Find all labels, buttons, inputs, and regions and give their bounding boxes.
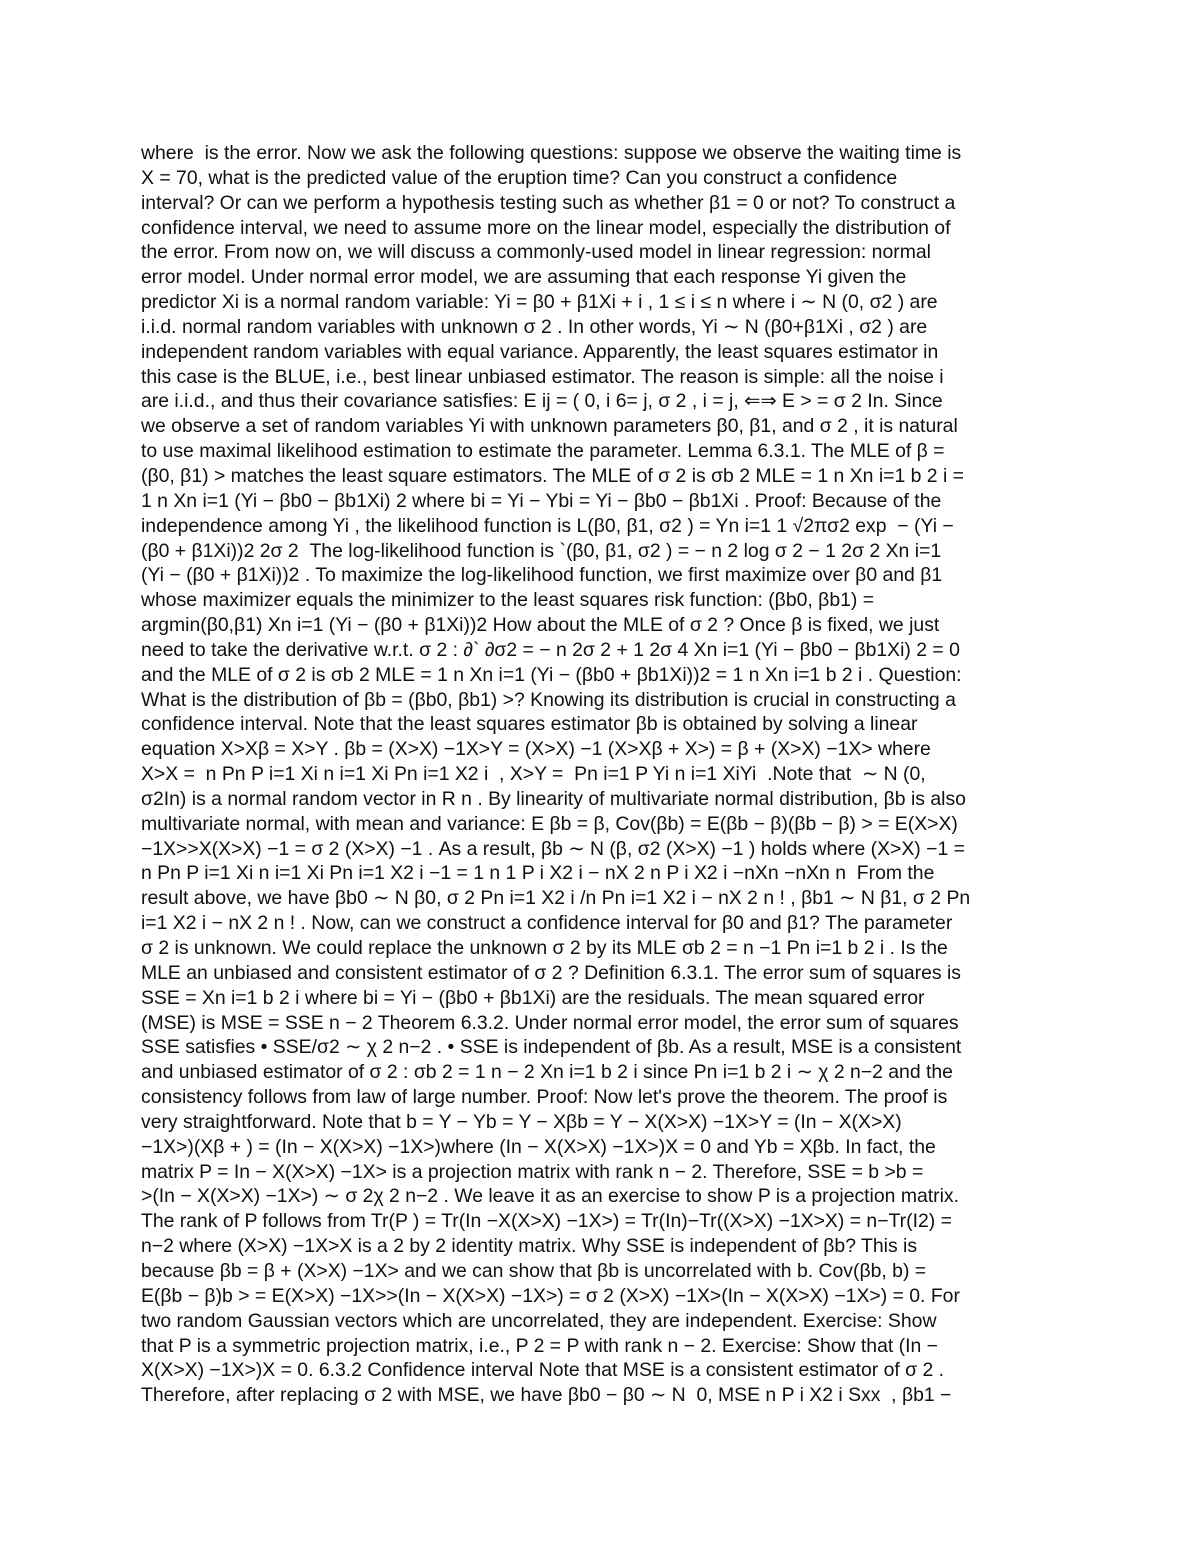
text-line: SSE = Xn i=1 b 2 i where bi = Yi − (βb0 + βb1Xi) are the residuals. The mean squared error — [141, 986, 925, 1009]
text-line: because βb = β + (X>X) −1X> and we can show that βb is uncorrelated with b. Cov(βb, b) = — [141, 1259, 927, 1282]
text-line: independent random variables with equal variance. Apparently, the least squares estimator in — [141, 340, 939, 363]
text-line: very straightforward. Note that b = Y − Yb = Y − Xβb = Y − X(X>X) −1X>Y = (In − X(X>X) — [141, 1110, 902, 1133]
text-line: What is the distribution of βb = (βb0, βb1) >? Knowing its distribution is crucial in constructing a — [141, 688, 956, 711]
text-line: σ2In) is a normal random vector in R n . By linearity of multivariate normal distribution, βb is also — [141, 787, 966, 810]
text-line: to use maximal likelihood estimation to estimate the parameter. Lemma 6.3.1. The MLE of β = — [141, 440, 945, 463]
text-line: two random Gaussian vectors which are uncorrelated, they are independent. Exercise: Show — [141, 1309, 937, 1332]
text-line: that P is a symmetric projection matrix, i.e., P 2 = P with rank n − 2. Exercise: Show that (In − — [141, 1334, 938, 1357]
text-line: n−2 where (X>X) −1X>X is a 2 by 2 identity matrix. Why SSE is independent of βb? This is — [141, 1235, 918, 1258]
text-line: X = 70, what is the predicted value of the eruption time? Can you construct a confidence — [141, 166, 898, 189]
text-line: whose maximizer equals the minimizer to the least squares risk function: (βb0, βb1) = — [141, 589, 875, 612]
text-line: and the MLE of σ 2 is σb 2 MLE = 1 n Xn i=1 (Yi − (βb0 + βb1Xi))2 = 1 n Xn i=1 b 2 i . Question: — [141, 663, 962, 686]
text-line: confidence interval. Note that the least squares estimator βb is obtained by solving a linear — [141, 713, 918, 736]
text-line: Therefore, after replacing σ 2 with MSE, we have βb0 − β0 ∼ N 0, MSE n P i X2 i Sxx , βb1 − — [141, 1384, 952, 1407]
text-line: interval? Or can we perform a hypothesis testing such as whether β1 = 0 or not? To construct a — [141, 191, 956, 214]
text-line: MLE an unbiased and consistent estimator of σ 2 ? Definition 6.3.1. The error sum of squares is — [141, 961, 961, 984]
text-line: need to take the derivative w.r.t. σ 2 : ∂` ∂σ2 = − n 2σ 2 + 1 2σ 4 Xn i=1 (Yi − βb0 − βb1Xi) 2 = 0 — [141, 638, 960, 661]
text-line: >(In − X(X>X) −1X>) ∼ σ 2χ 2 n−2 . We leave it as an exercise to show P is a projection matrix. — [141, 1185, 959, 1208]
text-line: and unbiased estimator of σ 2 : σb 2 = 1 n − 2 Xn i=1 b 2 i since Pn i=1 b 2 i ∼ χ 2 n−2 and the — [141, 1061, 953, 1084]
text-line: this case is the BLUE, i.e., best linear unbiased estimator. The reason is simple: all the noise i — [141, 365, 944, 388]
text-line: σ 2 is unknown. We could replace the unknown σ 2 by its MLE σb 2 = n −1 Pn i=1 b 2 i . Is the — [141, 937, 948, 959]
text-line: −1X>>X(X>X) −1 = σ 2 (X>X) −1 . As a result, βb ∼ N (β, σ2 (X>X) −1 ) holds where (X>X) −1 = — [141, 837, 965, 860]
text-line: error model. Under normal error model, we are assuming that each response Yi given the — [141, 266, 907, 289]
text-line: matrix P = In − X(X>X) −1X> is a projection matrix with rank n − 2. Therefore, SSE = b >b = — [141, 1160, 924, 1183]
text-line: i.i.d. normal random variables with unknown σ 2 . In other words, Yi ∼ N (β0+β1Xi , σ2 ) are — [141, 315, 928, 338]
text-line: consistency follows from law of large number. Proof: Now let's prove the theorem. The proof is — [141, 1086, 948, 1109]
body-text — [141, 141, 1061, 1408]
text-line: The rank of P follows from Tr(P ) = Tr(In −X(X>X) −1X>) = Tr(In)−Tr((X>X) −1X>X) = n−Tr(I2) = — [141, 1210, 952, 1233]
text-line: confidence interval, we need to assume more on the linear model, especially the distribution of — [141, 216, 951, 239]
text-line: 1 n Xn i=1 (Yi − βb0 − βb1Xi) 2 where bi = Yi − Ybi = Yi − βb0 − βb1Xi . Proof: Because of the — [141, 489, 942, 512]
text-line: result above, we have βb0 ∼ N β0, σ 2 Pn i=1 X2 i /n Pn i=1 X2 i − nX 2 n ! , βb1 ∼ N β1, σ 2 Pn — [141, 887, 971, 910]
text-line: equation X>Xβ = X>Y . βb = (X>X) −1X>Y = (X>X) −1 (X>Xβ + X>) = β + (X>X) −1X> where — [141, 738, 931, 761]
text-line: (β0, β1) > matches the least square estimators. The MLE of σ 2 is σb 2 MLE = 1 n Xn i=1 b 2 i = — [141, 464, 964, 487]
text-line: (Yi − (β0 + β1Xi))2 . To maximize the log-likelihood function, we first maximize over β0 and β1 — [141, 564, 943, 587]
text-line: the error. From now on, we will discuss a commonly-used model in linear regression: normal — [141, 241, 931, 264]
text-line: multivariate normal, with mean and variance: E βb = β, Cov(βb) = E(βb − β)(βb − β) > = E(X>X) — [141, 812, 958, 835]
text-line: E(βb − β)b > = E(X>X) −1X>>(In − X(X>X) −1X>) = σ 2 (X>X) −1X>(In − X(X>X) −1X>) = 0. For — [141, 1284, 960, 1307]
text-line: where is the error. Now we ask the following questions: suppose we observe the waiting time is — [141, 142, 962, 164]
text-line: argmin(β0,β1) Xn i=1 (Yi − (β0 + β1Xi))2 How about the MLE of σ 2 ? Once β is fixed, we just — [141, 614, 940, 637]
text-line: n Pn P i=1 Xi n i=1 Xi Pn i=1 X2 i −1 = 1 n 1 P i X2 i − nX 2 n P i X2 i −nXn −nXn n From the — [141, 862, 935, 885]
text-line: are i.i.d., and thus their covariance satisfies: E ij = ( 0, i 6= j, σ 2 , i = j, ⇐⇒ E > = σ 2 In. Since — [141, 390, 943, 413]
text-line: (MSE) is MSE = SSE n − 2 Theorem 6.3.2. Under normal error model, the error sum of squares — [141, 1011, 959, 1034]
text-line: predictor Xi is a normal random variable: Yi = β0 + β1Xi + i , 1 ≤ i ≤ n where i ∼ N (0, σ2 ) are — [141, 291, 938, 314]
text-line: X>X = n Pn P i=1 Xi n i=1 Xi Pn i=1 X2 i , X>Y = Pn i=1 P Yi n i=1 XiYi .Note that ∼ N (0, — [141, 763, 926, 786]
text-line: independence among Yi , the likelihood function is L(β0, β1, σ2 ) = Yn i=1 1 √2πσ2 exp − (Yi − — [141, 514, 954, 537]
text-line: −1X>)(Xβ + ) = (In − X(X>X) −1X>)where (In − X(X>X) −1X>)X = 0 and Yb = Xβb. In fact, the — [141, 1135, 936, 1158]
text-line: i=1 X2 i − nX 2 n ! . Now, can we construct a confidence interval for β0 and β1? The parameter — [141, 912, 953, 935]
text-line: SSE satisfies • SSE/σ2 ∼ χ 2 n−2 . • SSE is independent of βb. As a result, MSE is a consistent — [141, 1036, 962, 1059]
text-line: (β0 + β1Xi))2 2σ 2 The log-likelihood function is `(β0, β1, σ2 ) = − n 2 log σ 2 − 1 2σ 2 Xn i=1 — [141, 539, 942, 562]
text-line: we observe a set of random variables Yi with unknown parameters β0, β1, and σ 2 , it is natural — [141, 415, 958, 438]
text-line: X(X>X) −1X>)X = 0. 6.3.2 Confidence interval Note that MSE is a consistent estimator of σ 2 . — [141, 1359, 945, 1382]
